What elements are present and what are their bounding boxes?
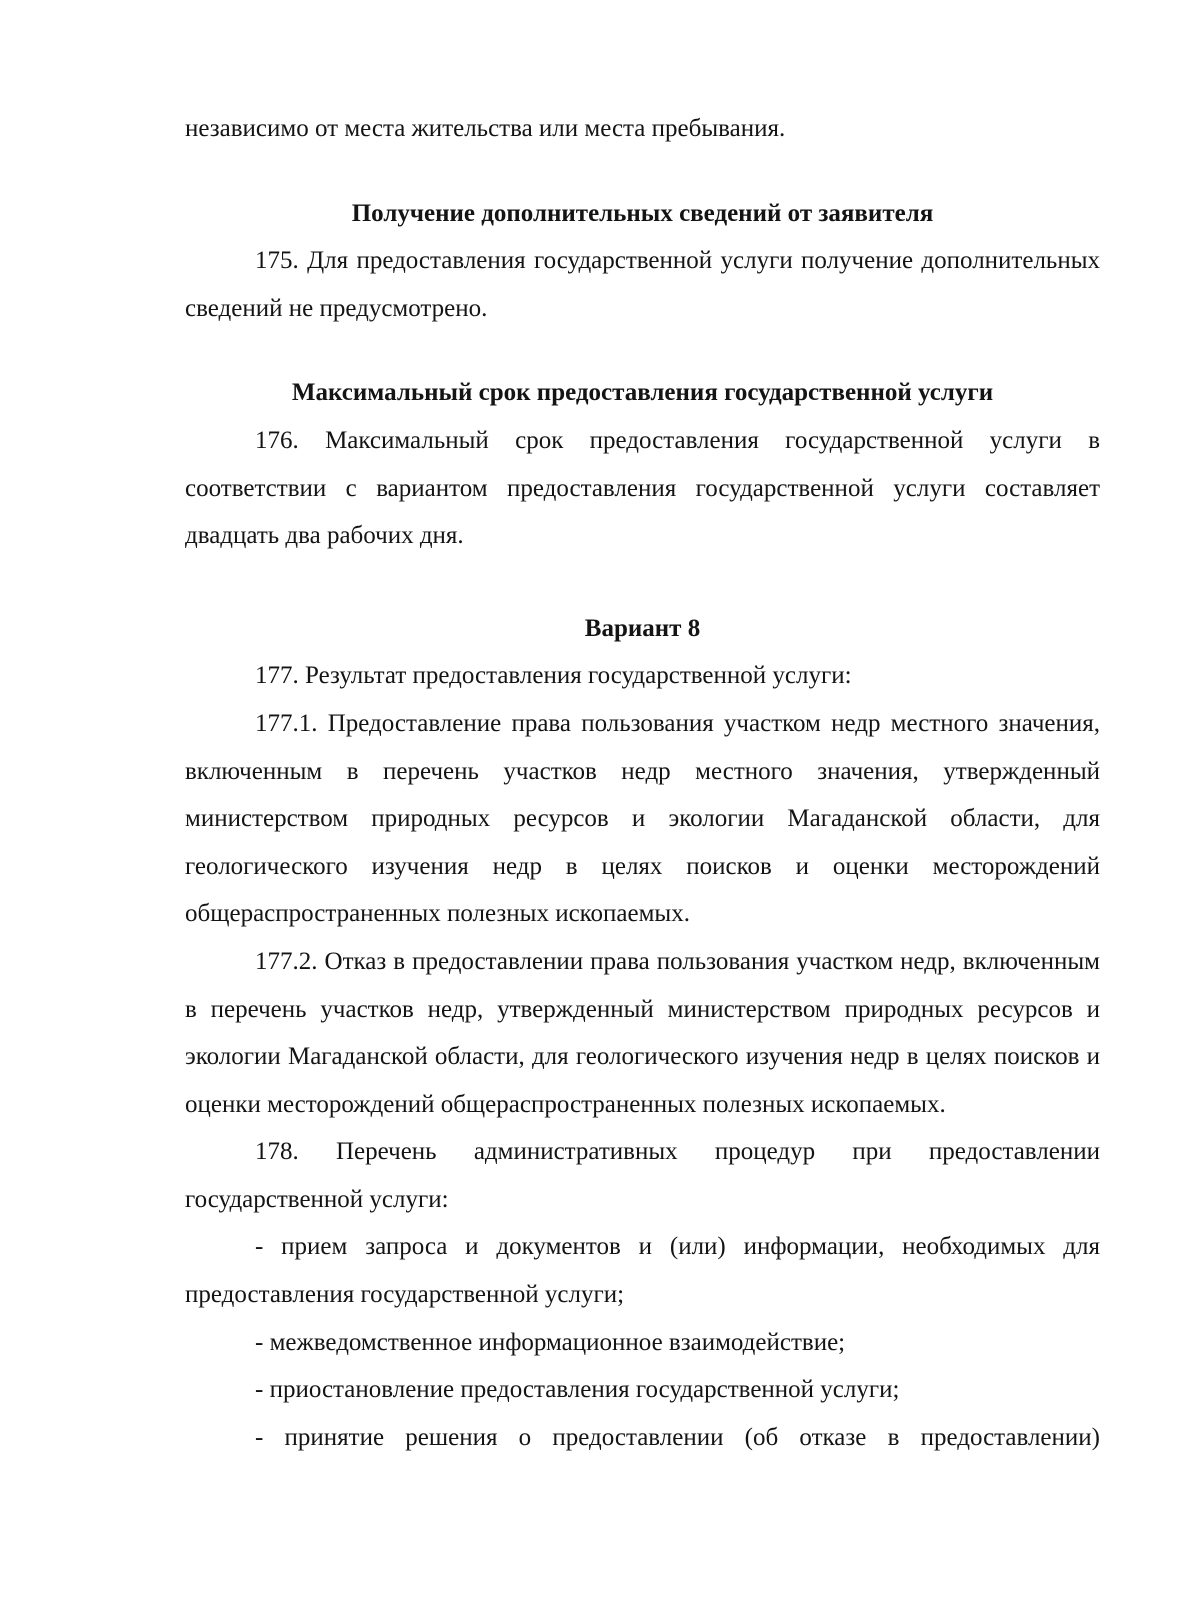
heading-variant-8: Вариант 8 (584, 614, 701, 642)
list-item: - принятие решения о предоставлении (об отказе в предоставлении) (255, 1423, 1100, 1451)
paragraph-176: 176. Максимальный срок предоставления государственной услуги в соответствии с вариантом предоставления государственной услуги составляет двадцать два рабочих дня. (185, 426, 1100, 550)
spacer (185, 560, 1100, 605)
document-page (185, 105, 1100, 1461)
heading-additional-info: Получение дополнительных сведений от заявителя (351, 199, 934, 227)
paragraph-177-1: 177.1. Предоставление права пользования участком недр местного значения, включенным в перечень участков недр местного значения, утвержденный министерством природных ресурсов и экологии Магаданской области, для геологического изучения недр в целях поисков и оценки месторождений общераспространенных полезных ископаемых. (185, 709, 1100, 928)
spacer (185, 153, 1100, 190)
paragraph-177-2: 177.2. Отказ в предоставлении права пользования участком недр, включенным в перечень участков недр, утвержденный министерством природных ресурсов и экологии Магаданской области, для геологического изучения недр в целях поисков и оценки месторождений общераспространенных полезных ископаемых. (185, 947, 1100, 1118)
list-item: - приостановление предоставления государственной услуги; (255, 1376, 900, 1404)
paragraph-continuation: независимо от места жительства или места пребывания. (185, 115, 786, 142)
paragraph-175: 175. Для предоставления государственной услуги получение дополнительных сведений не предусмотрено. (185, 247, 1100, 322)
list-item: - прием запроса и документов и (или) информации, необходимых для предоставления государственной услуги; (185, 1233, 1100, 1309)
list-item: - межведомственное информационное взаимодействие; (255, 1328, 846, 1356)
heading-max-term: Максимальный срок предоставления государственной услуги (291, 379, 994, 407)
spacer (185, 332, 1100, 369)
paragraph-177: 177. Результат предоставления государственной услуги: (255, 662, 852, 690)
paragraph-178: 178. Перечень административных процедур при предоставлении государственной услуги: (185, 1138, 1100, 1213)
